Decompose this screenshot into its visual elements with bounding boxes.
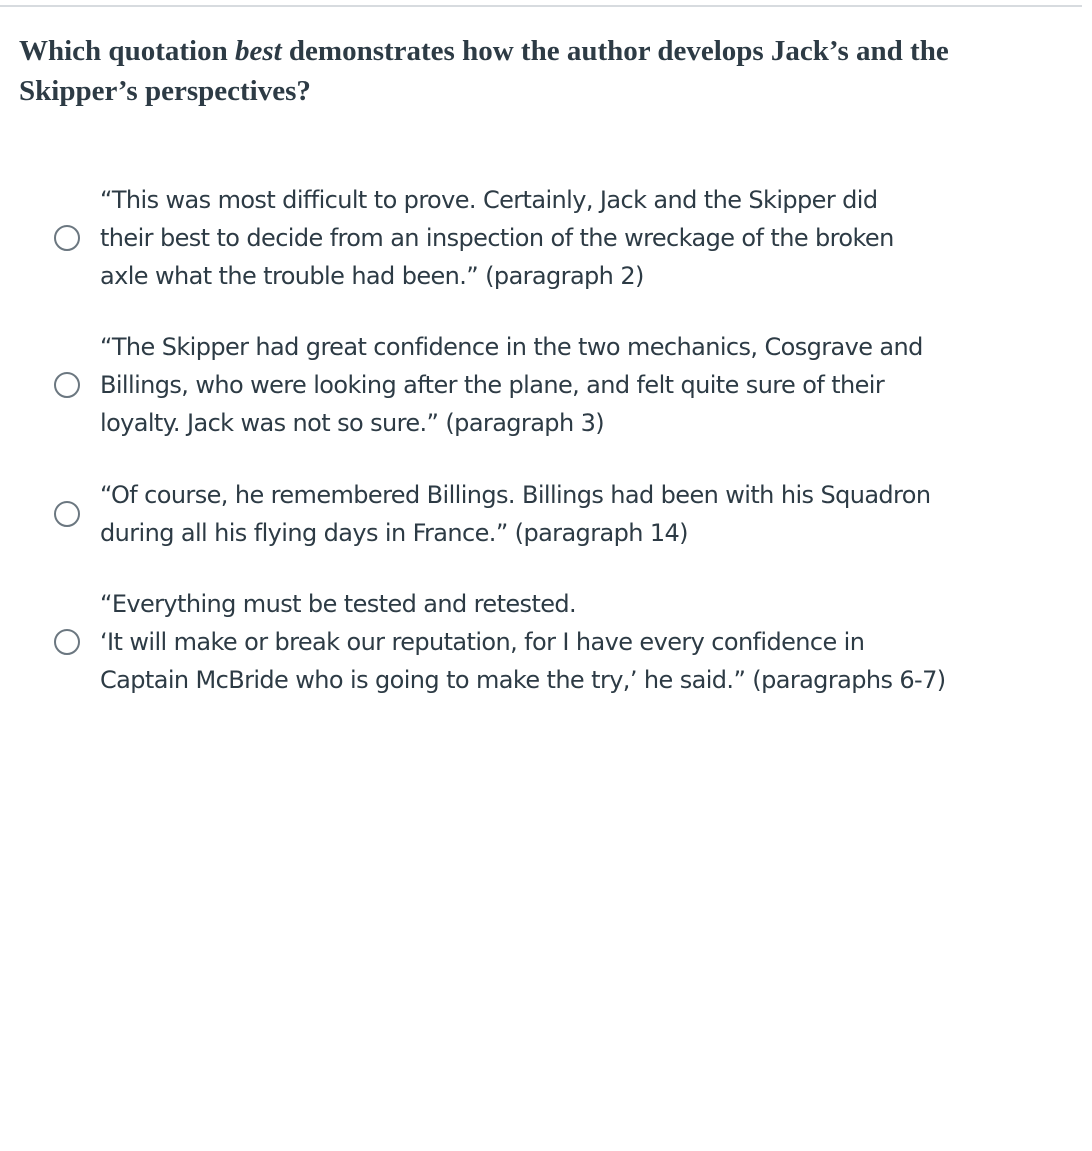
answer-option-text[interactable]: “Of course, he remembered Billings. Billings had been with his Squadron during all his flying days in France.” (paragraph 14): [100, 481, 931, 547]
radio-button-icon[interactable]: [54, 372, 80, 398]
radio-button-icon[interactable]: [54, 629, 80, 655]
question-prompt: [19, 31, 1069, 111]
answer-option-text[interactable]: “Everything must be tested and retested. ‘It will make or break our reputation, for I have every confidence in Captain McBride who is going to make the try,’ he said.” (paragraphs 6-7): [100, 590, 946, 694]
answer-option-text[interactable]: “This was most difficult to prove. Certainly, Jack and the Skipper did their best to decide from an inspection of the wreckage of the broken axle what the trouble had been.” (paragraph 2): [100, 186, 894, 290]
answer-option-3[interactable]: [54, 476, 1054, 552]
question-emphasis: best: [234, 35, 282, 67]
radio-button-icon[interactable]: [54, 225, 80, 251]
answer-option-4[interactable]: [54, 585, 1054, 699]
answer-option-text[interactable]: “The Skipper had great confidence in the two mechanics, Cosgrave and Billings, who were looking after the plane, and felt quite sure of their loyalty. Jack was not so sure.” (paragraph 3): [100, 333, 923, 437]
radio-button-icon[interactable]: [54, 501, 80, 527]
top-divider: [0, 5, 1082, 7]
question-text-after: demonstrates how the author develops Jack’s and the Skipper’s perspectives?: [19, 35, 949, 107]
question-text-before: Which quotation: [19, 35, 235, 67]
answer-option-1[interactable]: [54, 181, 1054, 295]
answer-option-2[interactable]: [54, 328, 1054, 442]
